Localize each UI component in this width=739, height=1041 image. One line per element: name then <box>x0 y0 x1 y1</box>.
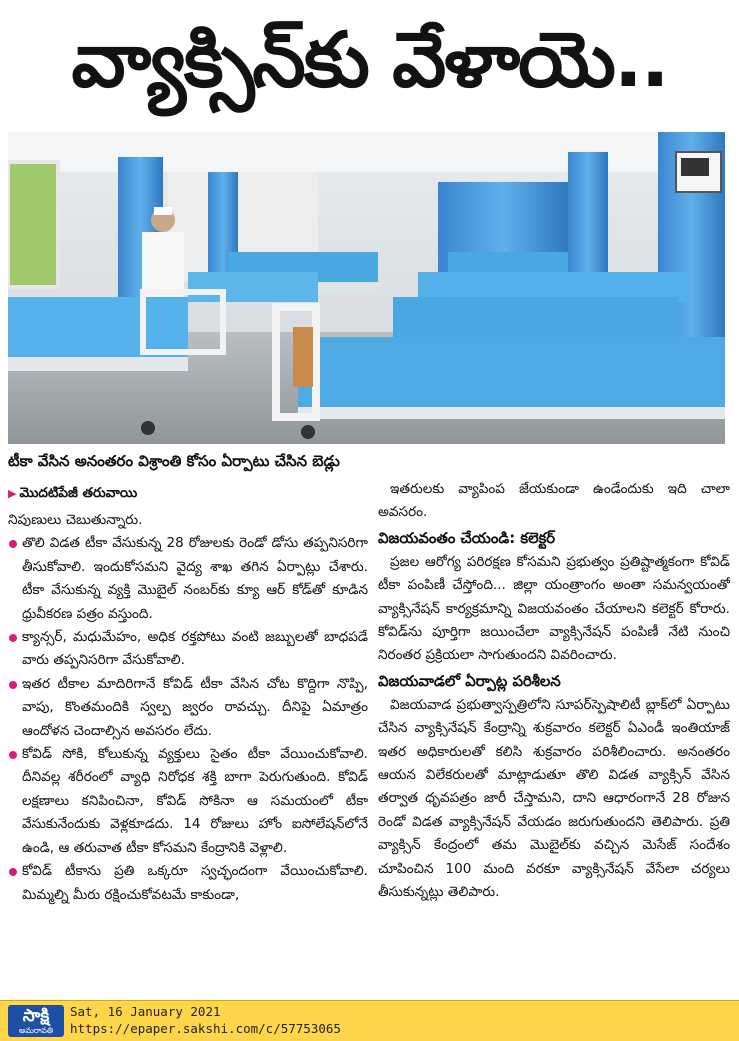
epaper-footer <box>0 1000 739 1041</box>
hospital-ward-photo <box>8 132 725 444</box>
bullet-item: ఇతర టీకాల మాదిరిగానే కోవిడ్ టీకా వేసిన చోట కొద్దిగా నొప్పి, వాపు, కొంతమందికి స్వల్ప జ్వరం రావచ్చు. దీనిపై ఏమాత్రం ఆందోళన చెందాల్సిన అవసరం లేదు. <box>8 673 368 743</box>
section-heading-collector: విజయవంతం చేయండి: కలెక్టర్ <box>378 529 556 547</box>
triangle-icon: ▶ <box>8 487 17 500</box>
bullet-item: కోవిడ్ టీకాను ప్రతి ఒక్కరూ స్వచ్ఛందంగా వేయించుకోవాలి. మిమ్మల్ని మీరు రక్షించుకోవటమే కాకుండా, <box>8 860 368 907</box>
continuation-paragraph: ఇతరులకు వ్యాపింప జేయకుండా ఉండేందుకు ఇది చాలా అవసరం. <box>378 481 730 521</box>
edition-date: Sat, 16 January 2021 <box>70 1004 221 1019</box>
intro-paragraph: నిపుణులు చెబుతున్నారు. <box>8 512 143 528</box>
left-column <box>8 478 368 979</box>
right-column <box>378 478 730 979</box>
vijayawada-paragraph: విజయవాడ ప్రభుత్వాస్పత్రిలోని సూపర్‌స్పెషాలిటీ బ్లాక్‌లో ఏర్పాటు చేసిన వ్యాక్సినేషన్ కేంద్రాన్ని శుక్రవారం కలెక్టర్ ఏఎండీ ఇంతియాజ్ ఇతర అధికారులతో కలిసి శుక్రవారం పరిశీలించారు. అనంతరం ఆయన విలేకరులతో మాట్లాడుతూ తొలి విడత వ్యాక్సిన్ వేసిన తర్వాత ధృవపత్రం జారీ చేస్తామని, దాని ఆధారంగానే 28 రోజున రెండో విడత వ్యాక్సినేషన్ వేయడం జరుగుతుందని తెలిపారు. ప్రతి వ్యాక్సిన్ కేంద్రంలో తమ మొబైల్‌కు వచ్చిన మెసేజ్ సందేశం చూపించిన 100 మంది వరకూ వ్యాక్సినేషన్ వేసేలా చర్యలు తీసుకున్నట్లు తెలిపారు. <box>378 696 730 901</box>
logo-text: సాక్షి <box>22 1006 50 1026</box>
epaper-link[interactable]: https://epaper.sakshi.com/c/57753065 <box>70 1021 341 1036</box>
logo-subtext: అమరావతి <box>18 1026 54 1035</box>
collector-paragraph: ప్రజల ఆరోగ్య పరిరక్షణ కోసమని ప్రభుత్వం ప్రతిష్టాత్మకంగా కోవిడ్ టీకా పంపిణీ చేస్తోంది... జిల్లా యంత్రాంగం అంతా సమన్వయంతో వ్యాక్సినేషన్ కార్యక్రమాన్ని విజయవంతం చేయాలని కలెక్టర్ కోరారు. కోవిడ్‌ను పూర్తిగా జయించేలా వ్యాక్సినేషన్ పంపిణీ నేటి నుంచి నిరంతర ప్రక్రియలా సాగుతుందని వివరించారు. <box>378 553 730 664</box>
photo-caption: టీకా వేసిన అనంతరం విశ్రాంతి కోసం ఏర్పాటు చేసిన బెడ్లు <box>8 452 340 470</box>
article-headline: వ్యాక్సిన్‌కు వేళాయె.. <box>71 15 668 104</box>
bullet-item: తొలి విడత టీకా వేసుకున్న 28 రోజులకు రెండో డోసు తప్పనిసరిగా తీసుకోవాలి. ఇందుకోసమని వైద్య శాఖ తగిన ఏర్పాట్లు చేశారు. టీకా వేసుకున్న వ్యక్తి మొబైల్ నంబర్‌కు క్యూ ఆర్ కోడ్‌తో కూడిన ధ్రువీకరణ పత్రం వస్తుంది. <box>8 532 368 626</box>
sakshi-logo <box>8 1005 64 1037</box>
continued-from-text: మొదటిపేజీ తరువాయి <box>19 485 138 501</box>
bullet-item: క్యాన్సర్, మధుమేహం, అధిక రక్తపోటు వంటి జబ్బులతో బాధపడే వారు తప్పనిసరిగా వేసుకోవాలి. <box>8 626 368 673</box>
bullet-item: కోవిడ్ సోకి, కోలుకున్న వ్యక్తులు సైతం టీకా వేయించుకోవాలి. దీనివల్ల శరీరంలో వ్యాధి నిరోధక శక్తి బాగా పెరుగుతుంది. కోవిడ్ లక్షణాలు కనిపించినా, కోవిడ్ సోకినా ఆ సమయంలో టీకా వేసుకునేందుకు వెళ్లకూడదు. 14 రోజులు హోం ఐసోలేషన్‌లోనే ఉండి, ఆ తరువాత టీకా కోసమని కేంద్రానికి వెళ్లాలి. <box>8 743 368 860</box>
section-heading-vijayawada: విజయవాడలో ఏర్పాట్ల పరిశీలన <box>378 672 561 690</box>
continued-from-label <box>8 478 368 509</box>
